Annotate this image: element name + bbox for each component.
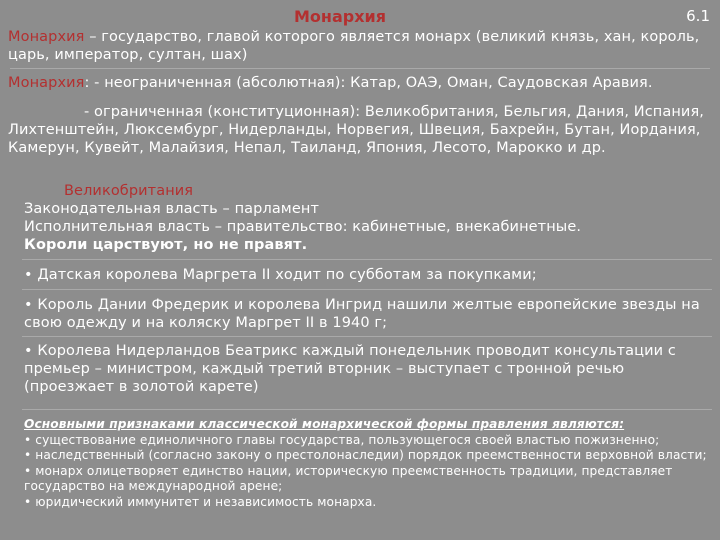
signs-item: • юридический иммунитет и независимость монарха. [24, 494, 377, 509]
definition-term: Монархия [8, 29, 85, 45]
absolute-term: Монархия [8, 75, 85, 91]
definition-paragraph [8, 28, 714, 64]
absolute-monarchy-paragraph [8, 74, 714, 92]
signs-heading: Основными признаками классической монархической формы правления являются: [24, 417, 625, 431]
uk-motto: Короли царствуют, но не правят. [24, 237, 308, 253]
divider [22, 409, 712, 410]
slide-number: 6.1 [686, 7, 710, 25]
uk-legislative: Законодательная власть – парламент [24, 201, 319, 217]
slide-title: Монархия [293, 7, 387, 26]
divider [22, 259, 712, 260]
definition-text: – государство, главой которого является монарх (великий князь, хан, король, царь, император, султан, шах) [8, 29, 700, 63]
fact-bullet: • Королева Нидерландов Беатрикс каждый понедельник проводит консультации с премьер – министром, каждый третий вторник – выступает с тронной речью (проезжает в золотой карете) [24, 343, 676, 395]
fact-bullet: • Король Дании Фредерик и королева Ингрид нашили желтые европейские звезды на свою одежду и на коляску Маргрет II в 1940 г; [24, 297, 700, 331]
divider [22, 336, 712, 337]
divider [10, 68, 710, 69]
signs-item: • монарх олицетворяет единство нации, историческую преемственность традиции, представляет государство на международной арене; [24, 463, 673, 493]
constitutional-text: - ограниченная (конституционная): Великобритания, Бельгия, Дания, Испания, Лихтенштейн, Люксембург, Нидерланды, Норвегия, Швеция, Бахрейн, Бутан, Иордания, Камерун, Кувейт, Малайзия, Непал, Таиланд, Япония, Лесото, Марокко и др. [8, 104, 704, 156]
uk-executive: Исполнительная власть – правительство: кабинетные, внекабинетные. [24, 219, 582, 235]
signs-item: • существование единоличного главы государства, пользующегося своей властью пожизненно; [24, 432, 660, 447]
signs-block [24, 417, 716, 510]
absolute-text: : - неограниченная (абсолютная): Катар, ОАЭ, Оман, Саудовская Аравия. [84, 75, 653, 91]
uk-block [24, 182, 714, 254]
uk-heading: Великобритания [64, 183, 194, 199]
fact-bullet: • Датская королева Маргрета II ходит по субботам за покупками; [24, 267, 537, 283]
signs-item: • наследственный (согласно закону о престолонаследии) порядок преемственности верховной власти; [24, 448, 707, 462]
divider [22, 289, 712, 290]
constitutional-monarchy-paragraph [8, 103, 714, 157]
